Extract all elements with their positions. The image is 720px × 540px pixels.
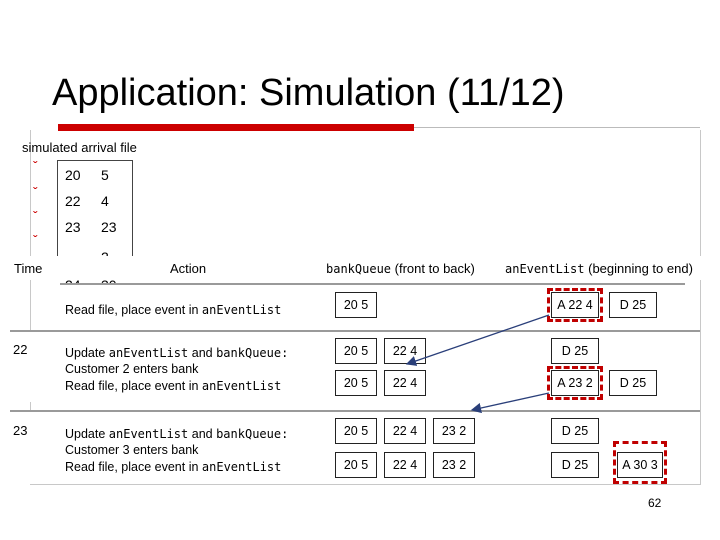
event-item: D 25 <box>551 418 599 444</box>
row-time: 23 <box>13 423 28 438</box>
action-text: Customer 2 enters bank <box>65 362 199 376</box>
header-time: Time <box>14 261 43 276</box>
action-text: Read file, place event in anEventList <box>65 460 282 474</box>
arrival-time: 22 <box>65 193 81 209</box>
queue-item: 22 4 <box>384 338 426 364</box>
arrival-duration: 5 <box>101 167 109 183</box>
queue-item: 20 5 <box>335 292 377 318</box>
action-text: Update anEventList and bankQueue: <box>65 346 289 360</box>
arrival-duration: 23 <box>101 219 117 235</box>
page-number: 62 <box>648 496 662 510</box>
queue-item: 20 5 <box>335 418 377 444</box>
queue-item: 20 5 <box>335 370 377 396</box>
queue-item: 20 5 <box>335 338 377 364</box>
header-action: Action <box>170 261 207 276</box>
header-bankqueue: bankQueue (front to back) <box>326 261 475 276</box>
action-text: Update anEventList and bankQueue: <box>65 427 289 441</box>
queue-item: 20 5 <box>335 452 377 478</box>
header-eventlist: anEventList (beginning to end) <box>505 261 693 276</box>
arrival-time: 20 <box>65 167 81 183</box>
row-time: 22 <box>13 342 28 357</box>
bullet-icon: ˇ <box>33 208 38 224</box>
queue-item: 22 4 <box>384 418 426 444</box>
arrival-time: 23 <box>65 219 81 235</box>
event-item: A 23 2 <box>551 370 599 396</box>
bullet-icon: ˇ <box>33 232 38 248</box>
arrow-line <box>407 315 549 364</box>
queue-item: 23 2 <box>433 418 475 444</box>
event-item: D 25 <box>609 292 657 318</box>
bullet-icon: ˇ <box>33 184 38 200</box>
slide-title: Application: Simulation (11/12) <box>52 72 565 114</box>
event-item: A 30 3 <box>617 452 663 478</box>
queue-item: 22 4 <box>384 452 426 478</box>
event-item: D 25 <box>551 452 599 478</box>
queue-item: 23 2 <box>433 452 475 478</box>
action-text: Customer 3 enters bank <box>65 443 199 457</box>
arrow-line <box>472 393 549 410</box>
event-item: A 22 4 <box>551 292 599 318</box>
event-item: D 25 <box>609 370 657 396</box>
event-item: D 25 <box>551 338 599 364</box>
bullet-icon: ˇ <box>33 158 38 174</box>
queue-item: 22 4 <box>384 370 426 396</box>
action-text: Read file, place event in anEventList <box>65 303 282 317</box>
action-text: Read file, place event in anEventList <box>65 379 282 393</box>
arrival-duration: 4 <box>101 193 109 209</box>
arrival-file-label: simulated arrival file <box>22 140 137 155</box>
